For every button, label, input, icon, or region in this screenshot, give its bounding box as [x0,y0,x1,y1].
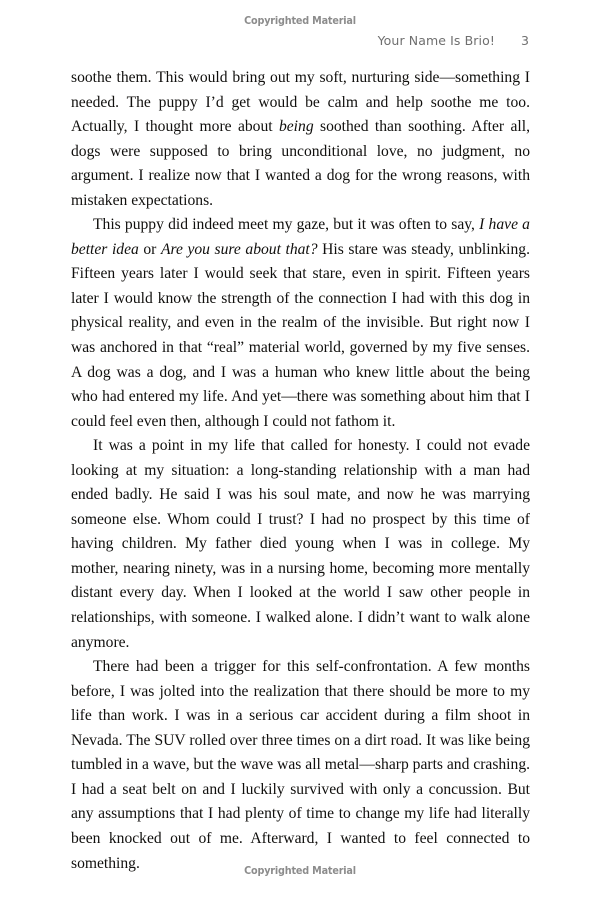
body-text-run: His stare was steady, unblinking. Fifteen years later I would seek that stare, even in spirit. Fifteen years later I would know the strength of the connection I had with this dog in physical reality, and even in the realm of the invisible. But right now I was anchored in that “real” material world, governed by my five senses. A dog was a dog, and I was a human who knew little about the being who had entered my life. And yet—there was something about him that I could feel even then, although I could not fathom it. [71,240,530,430]
body-text-run: There had been a trigger for this self-confrontation. A few months before, I was jolted into the realization that there should be more to my life than work. I was in a serious car accident during a film shoot in Nevada. The SUV rolled over three times on a dirt road. It was like being tumbled in a wave, but the wave was all metal—sharp parts and crashing. I had a seat belt on and I luckily survived with only a concussion. But any assumptions that I had plenty of time to change my life had literally been knocked out of me. Afterward, I wanted to feel connected to something. [71,658,531,872]
page-body-text [71,66,530,876]
body-paragraph [71,434,530,655]
body-paragraph [71,655,530,876]
page-number: 3 [520,33,529,48]
copyright-watermark-top: Copyrighted Material [244,15,356,27]
body-text-run: This puppy did indeed meet my gaze, but it was often to say, [93,216,480,234]
running-head-title: Your Name Is Brio! [377,33,495,48]
running-head [71,33,529,48]
emphasis-text: Are you sure about that? [160,240,318,258]
body-text-run: soothe them. This would bring out my soft, nurturing side—something I needed. The puppy I’d get would be calm and help soothe me too. Actually, I thought more about [71,69,530,136]
copyright-watermark-bottom: Copyrighted Material [244,865,356,877]
emphasis-text: being [278,118,314,136]
body-paragraph [71,66,530,213]
emphasis-text: I have a better idea [71,216,530,258]
body-paragraph [71,213,530,434]
body-text-run: or [138,240,161,258]
body-text-run: It was a point in my life that called for honesty. I could not evade looking at my situation: a long-standing relationship with a man had ended badly. He said I was his soul mate, and now he was marrying someone else. Whom could I trust? I had no prospect by this time of having children. My father died young when I was in college. My mother, nearing ninety, was in a nursing home, becoming more mentally distant every day. When I looked at the world I saw other people in relationships, with someone. I walked alone. I didn’t want to walk alone anymore. [71,437,530,651]
body-text-run: soothed than soothing. After all, dogs were supposed to bring unconditional love, no judgment, no argument. I realize now that I wanted a dog for the wrong reasons, with mistaken expectations. [71,118,530,209]
